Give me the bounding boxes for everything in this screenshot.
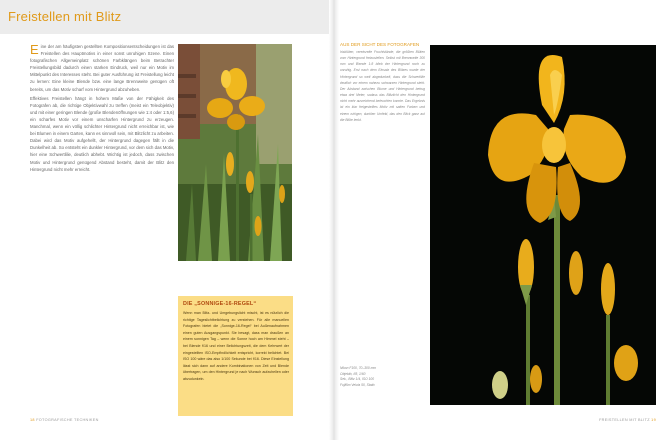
body-text-column [30,43,174,271]
rule-box-text: Wenn man Blitz- und Umgebungslicht mischt, ist es nützlich die richtige Tageslichtbelichtung zu verstehen. Für alle manuellen Fotografen bietet die „Sonnige-16-Regel“ bei Außenaufnahmen einen guten Ausgangspunkt. Sie besagt, dass man draußen an einem sonnigen Tag – wenn die Sonne hoch am Himmel steht – bei Blende f/16 und einer Belichtungszeit, die dem Kehrwert der eingestellten ISO-Empfindlichkeit entspricht, korrekt belichtet. Bei ISO 100 wäre das also 1/100 Sekunde bei f/16. Diese Einstellung lässt sich dann auf andere Kombinationen von Zeit und Blende übertragen, um den Hintergrund je nach Wunsch aufzuhellen oder abzudunkeln. [183,311,289,381]
headline-bar [0,0,329,34]
folio-right [599,418,656,422]
body-paragraph: ine der am häufigsten gestellten Kompositionsentscheidungen ist das Freistellen des Hauptmotivs in einer sonst unruhigen Szene. Einen fotografischen Allgemeinplatz schönen Farbklängen beim Betrachter Freistellungsbild dadurch einen starken Eindruck, weil nur ein Motiv im Mittelpunkt des Interesses steht. Bei guter Ausführung ist Freistellung leicht zu lernen: Eine kleine Blende bzw. eine lange Brennweite genügen oft bereits, um das Motiv scharf vom Hintergrund abzuheben. [30,44,174,92]
drop-cap: E [30,43,39,57]
page-number-right: 19 [651,418,656,422]
caption-body: Irisblüten, vereinzelte Fruchtstände, die größten Blüten vom Hintergrund freizustellen. Selbst mit Brennweite 300 mm und Blende 1:8 blieb der Hintergrund noch zu unruhig. Erst nach dem Einsatz des Blitzes wurde der Hintergrund so weit abgedunkelt, dass die Schwertlilie deutlich vor einem nahezu schwarzen Hintergrund steht. Der Abstand zwischen Blume und Hintergrund betrug etwa drei Meter, sodass das Blitzlicht den Hintergrund nicht mehr ausreichend beleuchten konnte. Das Ergebnis ist ein klar freigestelltes Motiv mit satten Farben und einem ruhigen, dunklen Umfeld, das den Blick ganz auf die Blüte lenkt. [340,50,425,122]
section-label-right: FREISTELLEN MIT BLITZ [599,418,650,422]
tech-line: Sek., Blitz 1/4, ISO 100 [340,377,375,382]
caption-heading: AUS DER SICHT DES FOTOGRAFEN [340,42,420,47]
photographer-caption [340,42,425,362]
tech-line: Fujifilm Velvia 50, Stativ [340,382,375,387]
body-paragraph: Effektives Freistellen hängt in hohem Maße von der Fähigkeit des Fotografen ab, die richtige Objektivwahl zu treffen (meist ein Teleobjektiv) und mit einer geringen Blende (große Blendenöffnungen wie 1:4 oder 1:5,6) ein scharfes Motiv vor einem unscharfen Hintergrund zu erzeugen. Manchmal, wenn ein völlig schlichter Hintergrund nicht erreichbar ist, wie bei Blumen in einem Garten, kann es sinnvoll sein, mit Blitzlicht zu arbeiten. Dabei wird das Motiv aufgehellt, der Hintergrund dagegen fällt in die Dunkelheit ab. So entsteht ein dunkler Hintergrund, vor dem sich das Motiv, hier eine Schwertlilie, deutlich abhebt. Wichtig ist jedoch, dass zwischen Motiv und Hintergrund genügend Abstand besteht, damit der Blitz den Hintergrund nicht mehr erreicht. [30,95,174,172]
page-gutter [329,0,339,440]
technical-details [340,366,425,388]
tech-line: Objektiv, f/8, 1/60 [340,371,366,376]
rule-box-heading: DIE „SONNIGE-16-REGEL“ [183,301,257,307]
page-number-left: 18 [30,418,35,422]
sunny-16-rule-box [178,296,293,416]
folio-left [30,418,99,422]
tech-line: Nikon F100, 70–300 mm [340,366,377,370]
page-title: Freistellen mit Blitz [8,9,122,24]
iris-photo-black-background [430,45,656,405]
iris-photo-garden [178,44,292,261]
section-label-left: FOTOGRAFISCHE TECHNIKEN [36,418,99,422]
